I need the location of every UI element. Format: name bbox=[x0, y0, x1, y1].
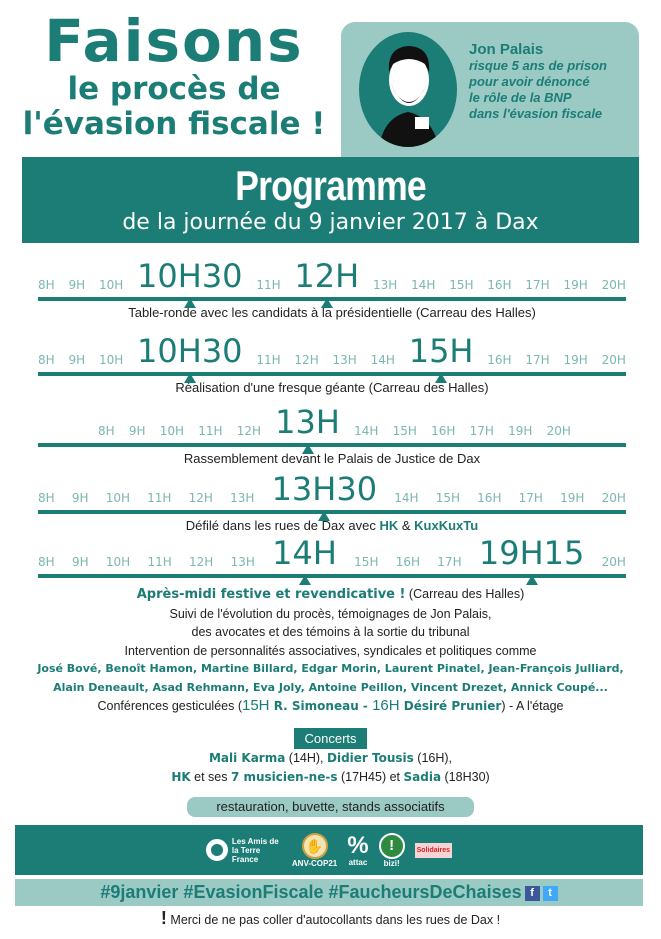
hour-text: 9H bbox=[71, 491, 89, 505]
hour-text: 12H bbox=[189, 555, 214, 569]
hour-text: 12H bbox=[294, 257, 360, 295]
logo-text: bizi! bbox=[383, 858, 400, 868]
timeline-hour bbox=[160, 424, 184, 438]
timeline-hour bbox=[38, 278, 55, 292]
timeline-event-time bbox=[408, 332, 474, 370]
timeline-hour bbox=[371, 353, 395, 367]
concerts-section bbox=[0, 728, 661, 787]
artist-time: (18H30) bbox=[441, 770, 490, 784]
hour-text: 19H bbox=[563, 353, 588, 367]
programme-subtitle: de la journée du 9 janvier 2017 à Dax bbox=[122, 210, 539, 235]
facebook-icon[interactable]: f bbox=[525, 886, 540, 901]
hour-text: 11H bbox=[198, 424, 223, 438]
timeline-event-time bbox=[478, 534, 585, 572]
timeline-hour bbox=[373, 278, 397, 292]
hour-text: 11H bbox=[147, 555, 172, 569]
timeline-hours bbox=[38, 257, 626, 295]
hour-text: 14H bbox=[411, 278, 436, 292]
timeline-hour bbox=[602, 555, 626, 569]
hour-text: 16H bbox=[487, 353, 512, 367]
artist-text: et ses bbox=[190, 770, 231, 784]
hour-text: 11H bbox=[147, 491, 172, 505]
jon-line: risque 5 ans de prison bbox=[469, 58, 607, 73]
poster-title bbox=[14, 7, 334, 142]
title-line-3: l'évasion fiscale ! bbox=[22, 106, 326, 142]
hour-text: 8H bbox=[38, 491, 55, 505]
hour-text: 13H bbox=[332, 353, 357, 367]
hour-text: 16H bbox=[477, 491, 502, 505]
timeline bbox=[38, 333, 626, 395]
hour-text: 14H bbox=[272, 534, 337, 572]
caption-text: Rassemblement devant le Palais de Justice de Dax bbox=[183, 451, 481, 466]
timeline-caption bbox=[38, 451, 626, 466]
timeline-hour bbox=[98, 424, 115, 438]
timeline-hour bbox=[189, 491, 213, 505]
timeline-hour bbox=[519, 491, 543, 505]
artist: Didier Tousis bbox=[327, 751, 414, 765]
timeline-hour bbox=[38, 555, 55, 569]
conf-time: 16H bbox=[372, 697, 400, 714]
hour-text: 14H bbox=[370, 353, 395, 367]
timeline-hour bbox=[38, 491, 55, 505]
artist: Sadia bbox=[403, 770, 442, 784]
hour-text: 13H bbox=[230, 491, 255, 505]
timeline bbox=[38, 535, 626, 578]
timeline-hour bbox=[563, 353, 587, 367]
timeline-hour bbox=[470, 424, 494, 438]
hour-text: 20H bbox=[601, 278, 626, 292]
programme-title: Programme bbox=[235, 162, 426, 209]
timeline-line bbox=[38, 510, 626, 514]
hour-text: 19H bbox=[560, 491, 585, 505]
hour-text: 13H bbox=[230, 555, 255, 569]
conf-name: Désiré Prunier bbox=[399, 699, 502, 713]
timeline-hour bbox=[411, 278, 435, 292]
hour-text: 17H bbox=[525, 353, 550, 367]
speakers-line: José Bové, Benoît Hamon, Martine Billard, Edgar Morin, Laurent Pinatel, Jean-François Julliard, bbox=[37, 662, 624, 675]
logo-text: Solidaires bbox=[415, 843, 452, 858]
hour-text: 15H bbox=[392, 424, 417, 438]
hashtags-bar bbox=[15, 879, 643, 906]
conferences-line bbox=[0, 697, 661, 716]
timeline-hour bbox=[231, 555, 255, 569]
afternoon-line: des avocates et des témoins à la sortie du tribunal bbox=[191, 625, 470, 639]
timeline-hour bbox=[72, 491, 89, 505]
timeline-hour bbox=[38, 353, 55, 367]
hand-icon: ✋ bbox=[302, 833, 328, 859]
hour-text: 17H bbox=[525, 278, 550, 292]
timeline-hour bbox=[237, 424, 261, 438]
timeline-marker bbox=[526, 575, 538, 585]
timeline-hours bbox=[38, 332, 626, 370]
speakers-line: Alain Deneault, Asad Rehmann, Eva Joly, Antoine Peillon, Vincent Drezet, Annick Coupé... bbox=[53, 680, 608, 694]
hour-text: 19H bbox=[563, 278, 588, 292]
timeline-hour bbox=[449, 278, 473, 292]
hour-text: 17H bbox=[469, 424, 494, 438]
timeline-hour bbox=[294, 353, 318, 367]
jon-palais-portrait bbox=[359, 32, 457, 147]
hour-text: 19H15 bbox=[478, 534, 585, 572]
conf-text: Conférences gesticulées ( bbox=[97, 699, 242, 713]
timeline-hour bbox=[563, 278, 587, 292]
logo-solidaires bbox=[415, 843, 452, 858]
timeline-hour bbox=[354, 555, 378, 569]
afternoon-location: (Carreau des Halles) bbox=[405, 587, 525, 601]
timeline bbox=[38, 404, 626, 466]
hour-text: 12H bbox=[188, 491, 213, 505]
caption-text: KuxKuxTu bbox=[414, 518, 479, 533]
twitter-icon[interactable]: t bbox=[543, 886, 558, 901]
notice bbox=[0, 908, 661, 929]
timeline-hour bbox=[525, 278, 549, 292]
timeline-hour bbox=[354, 424, 378, 438]
timeline-hour bbox=[487, 278, 511, 292]
caption-text: Table-ronde avec les candidats à la présidentielle (Carreau des Halles) bbox=[128, 305, 536, 320]
timeline-marker bbox=[184, 298, 196, 308]
artist: 7 musicien-ne-s bbox=[230, 770, 338, 784]
timeline-caption bbox=[38, 380, 626, 395]
afternoon-section bbox=[0, 585, 661, 716]
hour-text: 13H30 bbox=[271, 470, 378, 508]
timeline-hour bbox=[393, 424, 417, 438]
timeline-event-time bbox=[294, 257, 360, 295]
artist: HK bbox=[171, 770, 191, 784]
hour-text: 15H bbox=[449, 278, 474, 292]
timeline-hour bbox=[106, 555, 130, 569]
timeline-hour bbox=[68, 278, 85, 292]
hour-text: 15H bbox=[354, 555, 379, 569]
hour-text: 12H bbox=[236, 424, 261, 438]
exclamation-icon: ! bbox=[160, 908, 167, 928]
hour-text: 12H bbox=[294, 353, 319, 367]
jon-palais-box bbox=[341, 22, 639, 157]
afternoon-line: Intervention de personnalités associatives, syndicales et politiques comme bbox=[124, 643, 537, 658]
hour-text: 16H bbox=[431, 424, 456, 438]
timeline-hour bbox=[256, 353, 280, 367]
hour-text: 9H bbox=[71, 555, 89, 569]
hour-text: 9H bbox=[68, 278, 86, 292]
timeline-hour bbox=[106, 491, 130, 505]
timeline-event-time bbox=[271, 470, 378, 508]
timeline-hour bbox=[525, 353, 549, 367]
hour-text: 10H bbox=[98, 278, 124, 292]
timeline-hour bbox=[189, 555, 213, 569]
hour-text: 19H bbox=[508, 424, 533, 438]
timeline bbox=[38, 471, 626, 533]
timeline-hour bbox=[68, 353, 85, 367]
artist-time: (14H), bbox=[285, 751, 328, 765]
logo-anv-cop21 bbox=[292, 833, 337, 868]
hour-text: 13H bbox=[373, 278, 398, 292]
timeline-event-time bbox=[137, 257, 243, 295]
timeline-hour bbox=[431, 424, 455, 438]
timeline-hour bbox=[147, 555, 171, 569]
caption-text: & bbox=[398, 518, 415, 533]
hour-text: 10H bbox=[98, 353, 124, 367]
timeline-hour bbox=[129, 424, 146, 438]
hour-text: 8H bbox=[38, 353, 55, 367]
caption-text: HK bbox=[379, 518, 399, 533]
hour-text: 15H bbox=[408, 332, 474, 370]
hour-text: 20H bbox=[601, 353, 626, 367]
services-pill: restauration, buvette, stands associatifs bbox=[187, 797, 474, 817]
title-line-1: Faisons bbox=[44, 7, 304, 75]
hour-text: 20H bbox=[546, 424, 571, 438]
timeline-hour bbox=[99, 353, 123, 367]
timeline-hour bbox=[547, 424, 571, 438]
hour-text: 10H bbox=[159, 424, 185, 438]
hour-text: 10H bbox=[105, 491, 130, 505]
timeline-event-time bbox=[275, 403, 340, 441]
timeline-hour bbox=[396, 555, 420, 569]
timeline-hour bbox=[99, 278, 123, 292]
timeline-hour bbox=[436, 491, 460, 505]
timeline-hour bbox=[602, 353, 626, 367]
timeline-marker bbox=[318, 511, 330, 521]
timeline-hour bbox=[256, 278, 280, 292]
timeline-hour bbox=[72, 555, 89, 569]
conf-time: 15H bbox=[242, 697, 270, 714]
logo-attac bbox=[347, 831, 369, 867]
hour-text: 17H bbox=[518, 491, 543, 505]
timeline-marker bbox=[184, 373, 196, 383]
jon-line: pour avoir dénoncé bbox=[469, 74, 590, 89]
partner-logos bbox=[15, 825, 643, 875]
timeline-event-time bbox=[272, 534, 337, 572]
jon-line: le rôle de la BNP bbox=[469, 90, 572, 105]
timeline-hour bbox=[560, 491, 584, 505]
hour-text: 8H bbox=[38, 555, 55, 569]
timeline-marker bbox=[302, 444, 314, 454]
notice-text: Merci de ne pas coller d'autocollants dans les rues de Dax ! bbox=[170, 913, 501, 927]
timeline-event-time bbox=[137, 332, 243, 370]
hour-text: 14H bbox=[394, 491, 419, 505]
timeline-hours bbox=[38, 534, 626, 572]
timeline-marker bbox=[321, 298, 333, 308]
timeline-hour bbox=[147, 491, 171, 505]
timeline-hour bbox=[230, 491, 254, 505]
jon-name: Jon Palais bbox=[469, 41, 544, 58]
hour-text: 20H bbox=[601, 555, 626, 569]
hour-text: 11H bbox=[256, 278, 281, 292]
timeline bbox=[38, 258, 626, 320]
title-line-2: le procès de bbox=[67, 71, 281, 107]
hour-text: 10H bbox=[105, 555, 131, 569]
afternoon-title: Après-midi festive et revendicative ! bbox=[136, 587, 406, 602]
timeline-line bbox=[38, 372, 626, 376]
percent-icon: % bbox=[347, 831, 369, 859]
programme-banner bbox=[22, 157, 639, 243]
concerts-label: Concerts bbox=[294, 728, 366, 749]
timeline-hour bbox=[394, 491, 418, 505]
jon-palais-text bbox=[469, 42, 607, 122]
timeline-marker bbox=[299, 575, 311, 585]
hour-text: 13H bbox=[275, 403, 340, 441]
artist-time: (16H), bbox=[413, 751, 453, 765]
timeline-hour bbox=[487, 353, 511, 367]
timeline-hour bbox=[333, 353, 357, 367]
hour-text: 8H bbox=[98, 424, 115, 438]
timeline-line bbox=[38, 574, 626, 578]
hour-text: 9H bbox=[68, 353, 86, 367]
hour-text: 9H bbox=[128, 424, 146, 438]
timeline-caption bbox=[38, 518, 626, 533]
logo-text: ANV-COP21 bbox=[291, 858, 338, 868]
caption-text: Réalisation d'une fresque géante (Carreau des Halles) bbox=[175, 380, 489, 395]
timeline-hour bbox=[602, 278, 626, 292]
hour-text: 8H bbox=[38, 278, 55, 292]
logo-text: attac bbox=[348, 857, 368, 867]
hour-text: 11H bbox=[256, 353, 281, 367]
timeline-hours bbox=[38, 403, 626, 441]
afternoon-line: Suivi de l'évolution du procès, témoignages de Jon Palais, bbox=[169, 606, 492, 621]
hour-text: 10H30 bbox=[137, 257, 243, 295]
timeline-hour bbox=[477, 491, 501, 505]
artist: Mali Karma bbox=[208, 751, 286, 765]
hour-text: 16H bbox=[487, 278, 512, 292]
timeline-hours bbox=[38, 470, 626, 508]
hour-text: 15H bbox=[435, 491, 460, 505]
logo-text: Les Amis de la Terre France bbox=[231, 836, 279, 864]
jon-line: dans l'évasion fiscale bbox=[469, 106, 603, 121]
timeline-hour bbox=[198, 424, 222, 438]
hour-text: 16H bbox=[395, 555, 421, 569]
timeline-hour bbox=[508, 424, 532, 438]
timeline-hour bbox=[602, 491, 626, 505]
conf-text: ) - A l'étage bbox=[501, 699, 564, 713]
hashtags: #9janvier #EvasionFiscale #FaucheursDeChaises bbox=[100, 882, 522, 902]
ring-icon bbox=[206, 839, 228, 861]
timeline-hour bbox=[437, 555, 461, 569]
logo-amis-de-la-terre bbox=[206, 837, 282, 864]
timeline-marker bbox=[435, 373, 447, 383]
exclamation-icon: ! bbox=[379, 833, 405, 859]
hour-text: 14H bbox=[354, 424, 379, 438]
conf-name: R. Simoneau - bbox=[269, 699, 373, 713]
hour-text: 17H bbox=[437, 555, 462, 569]
hour-text: 10H30 bbox=[137, 332, 243, 370]
artist-time: (17H45) et bbox=[337, 770, 404, 784]
logo-bizi bbox=[379, 833, 405, 868]
caption-text: Défilé dans les rues de Dax avec bbox=[185, 518, 380, 533]
timeline-line bbox=[38, 443, 626, 447]
hour-text: 20H bbox=[601, 491, 626, 505]
